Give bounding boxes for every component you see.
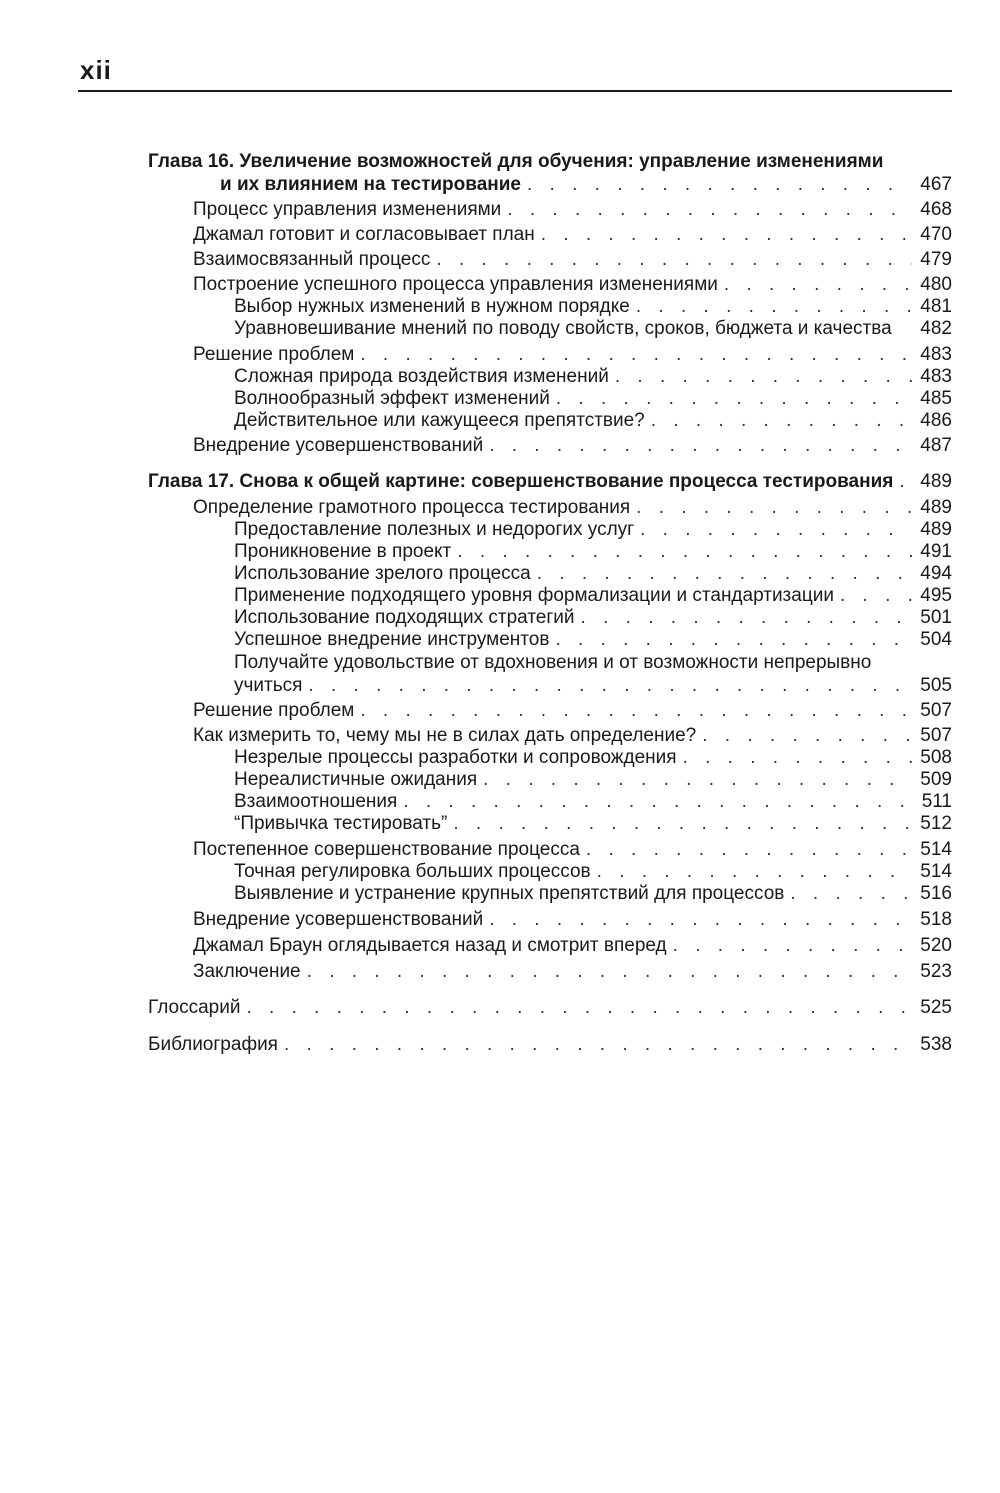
chapter-16-title-line2: и их влиянием на тестирование [220,174,521,195]
toc-subentry: Взаимоотношения . . . 511 [234,790,952,814]
toc-subentry: Применение подходящего уровня формализации и стандартизации . . . 495 [234,584,952,608]
toc-entry: Заключение . . . 523 [193,960,952,984]
page-number: xii [80,55,112,85]
toc-entry: Внедрение усовершенствований . . . 487 [193,434,952,458]
toc-entry: Джамал Браун оглядывается назад и смотрит вперед . . . 520 [193,934,952,958]
toc-entry: Процесс управления изменениями . . . 468 [193,198,952,222]
toc-subentry: Получайте удовольствие от вдохновения и от возможности непрерывно [234,652,872,673]
toc-entry: Определение грамотного процесса тестирования . . . 489 [193,496,952,520]
toc-subentry: Использование зрелого процесса . . . 494 [234,562,952,586]
toc-entry: Как измерить то, чему мы не в силах дать определение? . . . 507 [193,724,952,748]
toc-subentry: Уравновешивание мнений по поводу свойств, сроков, бюджета и качества 482 [234,318,952,339]
chapter-16-title-cont [220,173,952,197]
toc-entry: Решение проблем . . . 507 [193,699,952,723]
toc-subentry: учиться . . . 505 [234,674,952,698]
toc-entry: Построение успешного процесса управления изменениями . . . 480 [193,273,952,297]
toc-subentry: Проникновение в проект . . . 491 [234,540,952,564]
toc-subentry: Сложная природа воздействия изменений . . . 483 [234,365,952,389]
chapter-16-title [148,150,952,174]
chapter-17-title-text: Глава 17. Снова к общей картине: совершенствование процесса тестирования [148,471,894,492]
toc-subentry: Точная регулировка больших процессов . . . 514 [234,860,952,884]
chapter-17-title [148,470,952,494]
toc-entry: Джамал готовит и согласовывает план . . . 470 [193,223,952,247]
chapter-17-page: 489 [920,471,952,492]
toc-subentry: Успешное внедрение инструментов . . . 504 [234,628,952,652]
toc-subentry: Использование подходящих стратегий . . . 501 [234,606,952,630]
glossary-entry: Глоссарий . . . 525 [148,996,952,1020]
toc-subentry: Предоставление полезных и недорогих услуг . . . 489 [234,518,952,542]
toc-entry: Решение проблем . . . 483 [193,343,952,367]
header-rule [78,90,952,92]
toc-subentry: Волнообразный эффект изменений . . . 485 [234,387,952,411]
chapter-16-title-line1: Глава 16. Увеличение возможностей для обучения: управление изменениями [148,151,884,172]
toc-subentry: Выбор нужных изменений в нужном порядке . . . 481 [234,295,952,319]
bibliography-entry: Библиография . . . 538 [148,1033,952,1057]
toc-subentry: “Привычка тестировать” . . . 512 [234,812,952,836]
toc-entry: Постепенное совершенствование процесса . . . 514 [193,838,952,862]
toc-subentry: Действительное или кажущееся препятствие? . . . 486 [234,409,952,433]
toc-subentry: Незрелые процессы разработки и сопровождения . . . 508 [234,746,952,770]
toc-entry: Взаимосвязанный процесс . . . 479 [193,248,952,272]
chapter-16-page: 467 [920,174,952,195]
toc-entry: Внедрение усовершенствований . . . 518 [193,908,952,932]
toc-subentry: Выявление и устранение крупных препятствий для процессов . . . 516 [234,882,952,906]
toc-subentry: Нереалистичные ожидания . . . 509 [234,768,952,792]
